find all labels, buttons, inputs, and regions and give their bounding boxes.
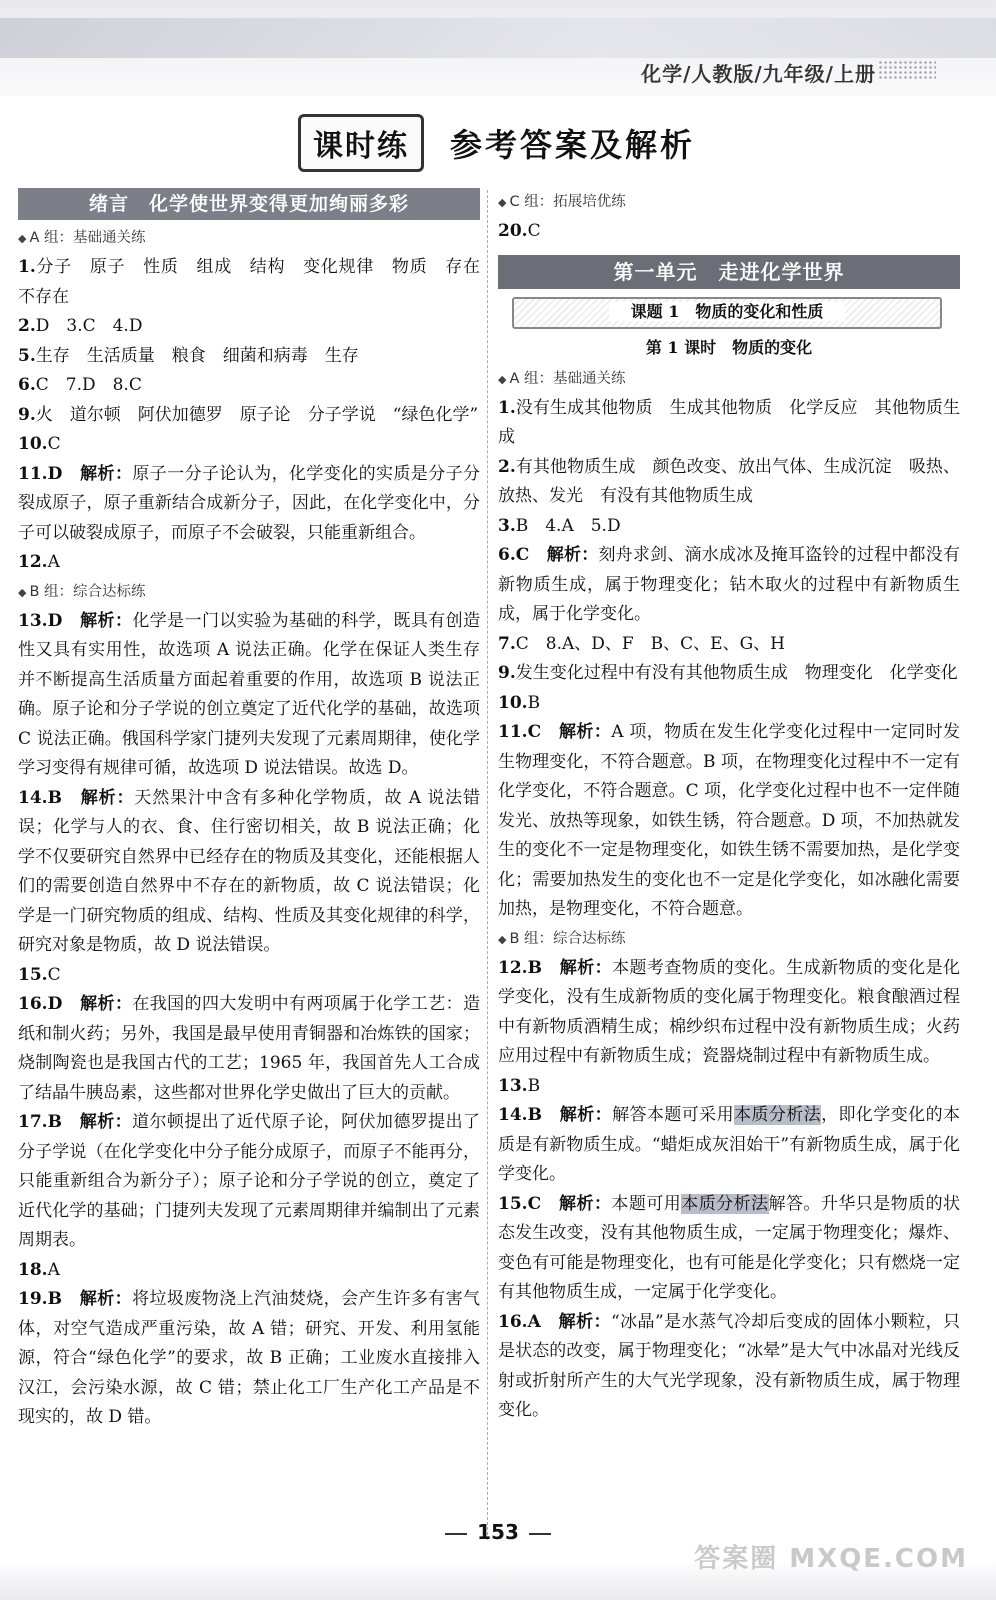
group-heading: ◆ B 组：综合达标练 xyxy=(498,925,960,954)
item-text: 化学是一门以实验为基础的科学，既具有创造性又具有实用性，故选项 A 说法正确。化学在保证人类生存并不断提高生活质量方面起着重要的作用，故选项 B 说法正确。原子论和分子学说的创立奠定了近代化学的基础，故选项 C 说法正确。俄国科学家门捷列夫发现了元素周期律，使化学学习变得有规律可循，故选项 D 说法错误。故选 D。 xyxy=(18,610,481,778)
answer-item xyxy=(498,217,960,247)
answer-item xyxy=(18,607,480,784)
item-answer: B xyxy=(527,1105,542,1125)
answer-item xyxy=(18,401,480,431)
item-number: 15. xyxy=(498,1193,528,1214)
item-number: 15. xyxy=(18,964,48,985)
item-number: 2. xyxy=(18,316,36,336)
item-number: 13. xyxy=(18,610,48,631)
item-text: A xyxy=(47,1259,60,1280)
explanation-label: 解析： xyxy=(80,994,133,1014)
item-answer: D xyxy=(47,994,63,1014)
answer-item xyxy=(498,1101,960,1190)
item-number: 1. xyxy=(498,397,516,418)
item-number: 12. xyxy=(498,957,528,978)
explanation-label: 解析： xyxy=(79,1289,133,1309)
answer-item xyxy=(498,1072,960,1102)
item-number: 2. xyxy=(498,456,516,477)
title-box: 课时练 xyxy=(298,114,424,172)
header-band xyxy=(0,0,996,96)
answer-item xyxy=(498,512,960,542)
item-answer: D xyxy=(47,610,63,631)
item-text: 在我国的四大发明中有两项属于化学工艺：造纸和制火药；另外，我国是最早使用青铜器和冶炼铁的国家；烧制陶瓷也是我国古代的工艺；1965 年，我国首先人工合成了结晶牛胰岛素，这些都对世界化学史做出了巨大的贡献。 xyxy=(18,994,481,1103)
title-text: 参考答案及解析 xyxy=(450,126,696,164)
item-text: A xyxy=(47,552,60,572)
answer-item xyxy=(498,1308,960,1426)
item-answer: A xyxy=(527,1311,541,1332)
explanation-label: 解析： xyxy=(559,1193,612,1214)
highlight-text: 本质分析法 xyxy=(734,1105,822,1125)
answer-item xyxy=(18,460,480,549)
period-heading: 第 1 课时 物质的变化 xyxy=(645,337,813,357)
explanation-label: 解析： xyxy=(80,610,133,631)
item-number: 5. xyxy=(18,345,36,366)
unit-banner: 第一单元 走进化学世界 xyxy=(498,255,960,289)
item-text: C xyxy=(47,434,61,454)
item-number: 16. xyxy=(498,1311,528,1332)
item-text: 没有生成其他物质 生成其他物质 化学反应 其他物质生成 xyxy=(498,397,960,447)
item-number: 10. xyxy=(498,692,528,713)
item-number: 1. xyxy=(18,257,36,277)
answer-item xyxy=(18,784,480,961)
answer-item xyxy=(18,342,480,372)
item-text: D 3.C 4.D xyxy=(35,316,143,336)
answer-item xyxy=(18,1108,480,1256)
footer-dash xyxy=(529,1533,551,1535)
item-text: 解答。升华只是物质的状态发生改变，没有其他物质生成，一定属于物理变化；爆炸、变色有可能是物理变化，也有可能是化学变化；只有燃烧一定有其他物质生成，一定属于化学变化。 xyxy=(498,1193,961,1302)
item-number: 13. xyxy=(498,1075,528,1096)
dot-pattern xyxy=(878,60,936,80)
answer-item xyxy=(18,371,480,401)
item-text: ，即化学变化的本质是有新物质生成。“蜡炬成灰泪始干”有新物质生成，属于化学变化。 xyxy=(498,1105,961,1184)
item-answer: B xyxy=(47,787,62,808)
item-number: 17. xyxy=(18,1112,48,1132)
item-text: B xyxy=(527,1075,541,1096)
item-number: 3. xyxy=(498,515,516,536)
item-text: 有其他物质生成 颜色改变、放出气体、生成沉淀 吸热、放热、发光 有没有其他物质生成 xyxy=(498,456,960,506)
highlight-text: 本质分析法 xyxy=(681,1193,769,1214)
group-heading: ◆ A 组：基础通关练 xyxy=(498,365,960,394)
item-text: 本题可用 xyxy=(611,1193,682,1214)
page-title xyxy=(298,115,695,171)
answer-item xyxy=(18,312,480,342)
item-number: 16. xyxy=(18,994,48,1014)
item-number: 20. xyxy=(498,221,528,241)
explanation-label: 解析： xyxy=(80,463,133,484)
right-column xyxy=(498,188,960,1426)
explanation-label: 解析： xyxy=(559,1105,613,1125)
item-answer: C xyxy=(515,545,530,565)
answer-list xyxy=(18,253,497,578)
answer-item xyxy=(498,689,960,719)
section-banner: 绪言 化学使世界变得更加绚丽多彩 xyxy=(18,188,480,220)
item-text: A 项，物质在发生化学变化过程中一定同时发生物理变化，不符合题意。B 项，在物理变化过程中不一定有化学变化，不符合题意。C 项，化学变化过程中也不一定伴随发光、放热等现象，如铁生锈，符合题意。D 项，不加热就发生的变化不一定是物理变化，如铁生锈不需要加热，是化学变化；需要加热发生的变化也不一定是化学变化，如冰融化需要加热，是物理变化，不符合题意。 xyxy=(498,722,961,919)
left-column xyxy=(18,188,497,1433)
item-answer: C xyxy=(527,722,542,742)
explanation-label: 解析： xyxy=(546,545,599,565)
answer-item xyxy=(18,1256,480,1286)
page-number: 153 xyxy=(477,1520,519,1544)
answer-item xyxy=(498,1190,960,1308)
item-text: B 4.A 5.D xyxy=(515,515,621,536)
item-number: 11. xyxy=(18,463,48,484)
subject-label: 化学/人教版/九年级/上册 xyxy=(641,62,876,86)
item-text: 解答本题可采用 xyxy=(612,1105,734,1125)
item-number: 6. xyxy=(498,545,516,565)
answer-item xyxy=(18,961,480,991)
answer-item xyxy=(18,990,480,1108)
column-divider xyxy=(487,190,488,1540)
item-answer: B xyxy=(527,957,542,978)
item-text: C 7.D 8.C xyxy=(35,375,142,395)
answer-item xyxy=(18,430,480,460)
answer-list xyxy=(18,607,480,1433)
item-text: C xyxy=(527,221,541,241)
item-number: 14. xyxy=(498,1105,528,1125)
answer-item xyxy=(498,718,960,925)
item-answer: D xyxy=(47,463,63,484)
item-number: 12. xyxy=(18,552,48,572)
answer-list xyxy=(498,217,960,247)
item-number: 6. xyxy=(18,375,36,395)
answer-item xyxy=(498,630,960,660)
item-text: 天然果汁中含有多种化学物质，故 A 说法错误；化学与人的衣、食、住行密切相关，故 B 说法正确；化学不仅要研究自然界中已经存在的物质及其变化，还能根据人们的需要创造自然界中不存在的新物质，故 C 说法错误；化学是一门研究物质的组成、结构、性质及其变化规律的科学，研究对象是物质，故 D 说法错误。 xyxy=(18,787,480,955)
explanation-label: 解析： xyxy=(558,1311,611,1332)
answer-list xyxy=(498,394,960,925)
item-number: 18. xyxy=(18,1259,48,1280)
item-text: C xyxy=(47,964,61,985)
group-heading: ◆ C 组：拓展培优练 xyxy=(498,188,960,217)
answer-item xyxy=(498,394,960,453)
group-heading: ◆ A 组：基础通关练 xyxy=(18,224,480,253)
item-answer: C xyxy=(527,1193,542,1214)
item-number: 9. xyxy=(18,404,36,425)
explanation-label: 解析： xyxy=(559,957,613,978)
answer-item xyxy=(18,253,497,312)
item-number: 14. xyxy=(18,787,48,808)
item-number: 10. xyxy=(18,434,48,454)
group-heading: ◆ B 组：综合达标练 xyxy=(18,578,480,607)
answer-item xyxy=(498,659,960,689)
answer-list xyxy=(498,954,960,1426)
item-number: 9. xyxy=(498,663,516,683)
item-answer: B xyxy=(47,1289,62,1309)
item-text: 分子 原子 性质 组成 结构 变化规律 物质 存在 不存在 xyxy=(18,257,497,307)
watermark-logo: 答案圈 MXQE.COM xyxy=(694,1544,968,1574)
answer-item xyxy=(18,548,480,578)
answer-item xyxy=(498,954,960,1072)
item-text: 火 道尔顿 阿伏加德罗 原子论 分子学说 “绿色化学” xyxy=(35,404,479,425)
lesson-heading xyxy=(512,297,942,329)
header-stripe xyxy=(0,18,996,58)
explanation-label: 解析： xyxy=(79,1112,133,1132)
item-number: 19. xyxy=(18,1289,48,1309)
lesson-title: 课题 1 物质的变化和性质 xyxy=(609,302,846,321)
item-text: 刻舟求剑、滴水成冰及掩耳盗铃的过程中都没有新物质生成，属于物理变化；钻木取火的过程中有新物质生成，属于化学变化。 xyxy=(498,545,961,624)
answer-item xyxy=(498,453,960,512)
item-text: 发生变化过程中有没有其他物质生成 物理变化 化学变化 xyxy=(515,663,958,683)
item-text: B xyxy=(527,692,541,713)
item-text: 本题考查物质的变化。生成新物质的变化是化学变化，没有生成新物质的变化属于物理变化。粮食酿酒过程中有新物质酒精生成；棉纱织布过程中没有新物质生成；火药应用过程中有新物质生成；瓷器烧制过程中有新物质生成。 xyxy=(498,957,961,1066)
item-number: 7. xyxy=(498,633,516,654)
footer-dash xyxy=(445,1533,467,1535)
answer-item xyxy=(498,541,960,630)
item-text: 道尔顿提出了近代原子论，阿伏加德罗提出了分子学说（在化学变化中分子能分成原子，而原子不能再分，只能重新组合为新分子）；原子论和分子学说的创立，奠定了近代化学的基础；门捷列夫发现了元素周期律并编制出了元素周期表。 xyxy=(18,1112,481,1250)
item-number: 11. xyxy=(498,722,528,742)
explanation-label: 解析： xyxy=(80,787,135,808)
item-text: 原子一分子论认为，化学变化的实质是分子分裂成原子，原子重新结合成新分子，因此，在化学变化中，分子可以破裂成原子，而原子不会破裂，只能重新组合。 xyxy=(18,463,481,543)
item-text: 将垃圾废物浇上汽油焚烧，会产生许多有害气体，对空气造成严重污染，故 A 错；研究、开发、利用氢能源，符合“绿色化学”的要求，故 B 正确；工业废水直接排入汉江，会污染水源，故 C 错；禁止化工厂生产化工产品是不现实的，故 D 错。 xyxy=(18,1289,481,1427)
answer-item xyxy=(18,1285,480,1433)
item-text: 生存 生活质量 粮食 细菌和病毒 生存 xyxy=(35,345,359,366)
explanation-label: 解析： xyxy=(558,722,612,742)
item-text: “冰晶”是水蒸气冷却后变成的固体小颗粒，只是状态的改变，属于物理变化；“冰晕”是大气中冰晶对光线反射或折射所产生的大气光学现象，没有新物质生成，属于物理变化。 xyxy=(498,1311,961,1420)
item-text: C 8.A、D、F B、C、E、G、H xyxy=(515,633,785,654)
item-answer: B xyxy=(47,1112,62,1132)
